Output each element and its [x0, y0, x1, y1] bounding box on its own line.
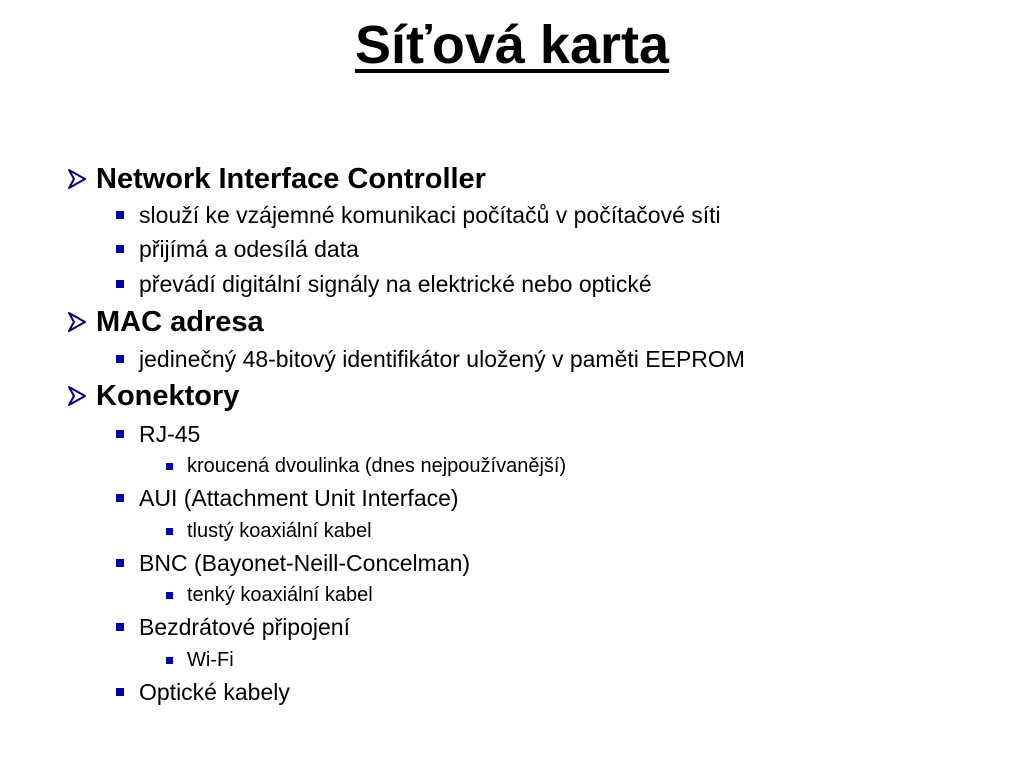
square-bullet-icon [116, 688, 124, 696]
arrow-bullet-icon [66, 168, 88, 190]
slide-title: Síťová karta [354, 15, 670, 75]
square-bullet-icon [116, 559, 124, 567]
list-subitem-text: Wi-Fi [187, 648, 234, 671]
list-item-text: Optické kabely [139, 678, 290, 705]
list-item-text: jedinečný 48-bitový identifikátor uložený v paměti EEPROM [139, 345, 745, 372]
square-bullet-icon [116, 245, 124, 253]
list-subitem-text: tenký koaxiální kabel [187, 583, 373, 606]
arrow-bullet-icon [66, 385, 88, 407]
square-bullet-icon [116, 280, 124, 288]
section-heading [66, 378, 239, 414]
section-heading-text: MAC adresa [96, 305, 264, 338]
list-item-text: převádí digitální signály na elektrické nebo optické [139, 270, 652, 297]
list-item-text: přijímá a odesílá data [139, 235, 359, 262]
list-item [116, 269, 652, 299]
section-heading [66, 304, 264, 340]
square-bullet-icon [166, 592, 173, 599]
section-heading-text: Konektory [96, 379, 240, 412]
list-subitem-text: kroucená dvoulinka (dnes nejpoužívanější) [187, 454, 567, 477]
square-bullet-icon [116, 430, 124, 438]
square-bullet-icon [166, 528, 173, 535]
list-item [116, 234, 359, 264]
section-heading [66, 161, 486, 197]
list-item-text: AUI (Attachment Unit Interface) [139, 484, 459, 511]
list-item [116, 419, 200, 449]
square-bullet-icon [116, 494, 124, 502]
list-subitem [166, 647, 234, 673]
list-item-text: BNC (Bayonet-Neill-Concelman) [139, 549, 471, 576]
square-bullet-icon [166, 463, 173, 470]
list-item [116, 344, 745, 374]
list-subitem [166, 582, 373, 608]
section-heading-text: Network Interface Controller [96, 162, 486, 195]
square-bullet-icon [116, 211, 124, 219]
list-item [116, 677, 290, 707]
list-item [116, 548, 470, 578]
list-item-text: Bezdrátové připojení [139, 613, 350, 640]
list-item [116, 483, 459, 513]
list-item-text: slouží ke vzájemné komunikaci počítačů v počítačové síti [139, 201, 721, 228]
square-bullet-icon [166, 657, 173, 664]
square-bullet-icon [116, 623, 124, 631]
arrow-bullet-icon [66, 311, 88, 333]
list-subitem [166, 453, 566, 479]
list-item [116, 612, 350, 642]
square-bullet-icon [116, 355, 124, 363]
list-item-text: RJ-45 [139, 420, 201, 447]
list-item [116, 200, 721, 230]
list-subitem [166, 518, 372, 544]
list-subitem-text: tlustý koaxiální kabel [187, 519, 372, 542]
